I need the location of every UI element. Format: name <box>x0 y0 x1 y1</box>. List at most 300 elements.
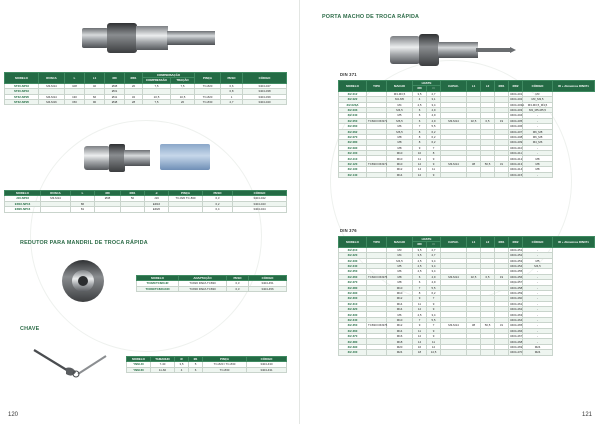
section-title-chave: CHAVE <box>20 326 40 332</box>
table-cell: 2,7 <box>427 247 441 252</box>
table-cell: 4,5 <box>413 102 427 107</box>
table-cell: 9 <box>427 172 441 177</box>
table-cell: 3/2-260 <box>339 274 367 279</box>
table-cell: 3404-457 <box>510 280 523 285</box>
table-cell: 3404-042 <box>233 196 287 201</box>
table-cell: M4,5 <box>387 107 413 112</box>
table-cell: 3404-467 <box>510 334 523 339</box>
table-cell: M3 <box>523 91 553 96</box>
table-cell: 3404-040 <box>243 99 287 104</box>
table-cell: 3404-458 <box>510 285 523 290</box>
table-cell: TC820 DIN376 <box>368 274 388 279</box>
table-cell: M3-M3,5 <box>387 91 413 96</box>
table-cell: M3-M3,5_M4,5 <box>523 102 553 107</box>
table-cell: 19 <box>495 274 509 279</box>
table-cell: M12 <box>387 323 413 328</box>
table-cell: 8 <box>413 134 427 139</box>
table-cell: 7,5 <box>171 83 195 88</box>
col-header: MODELO <box>5 73 39 84</box>
table-cell: 3,4 <box>427 258 441 263</box>
table-cell: M10 <box>387 161 413 166</box>
holder-set-image <box>84 136 214 182</box>
col-header: L <box>71 191 95 196</box>
table-cell: M3-M14 <box>441 323 467 328</box>
table-cell: 32,5 <box>467 118 481 123</box>
col-header: PINÇA <box>195 73 221 84</box>
table-cell: - <box>523 172 553 177</box>
table-cell: 3/2-240 <box>339 263 367 268</box>
table-cell: 11-60 <box>151 367 175 372</box>
table-cell: 3/2-130 <box>339 167 367 172</box>
table-cell: 5,5 <box>427 285 441 290</box>
table-cell: 108 <box>65 83 85 88</box>
table-cell: 3404-456 <box>510 274 523 279</box>
col-header: ØD2 <box>509 81 523 92</box>
table-cell: ER16 <box>145 201 169 206</box>
table-cell: 4,9 <box>427 107 441 112</box>
table-cell: - <box>523 317 553 322</box>
table-cell: 3/2-360 <box>339 328 367 333</box>
table-cell: 9 <box>427 307 441 312</box>
table-cell: 12 <box>427 344 441 349</box>
table-cell: M4-M16 <box>39 99 65 104</box>
table-cell: - <box>523 307 553 312</box>
table-cell: M3-M14 <box>441 274 467 279</box>
table-cell: Ø38 <box>95 196 121 201</box>
table-cell: ST32-NP20 <box>5 94 39 99</box>
col-header: ØD1 <box>495 81 509 92</box>
table-cell: 3/2-320 <box>339 307 367 312</box>
table-cell: 3404-038 <box>243 89 287 94</box>
table-cell: 3404-468 <box>510 339 523 344</box>
table-cell: 2,7 <box>427 253 441 258</box>
col-header: ØD1 <box>121 191 145 196</box>
table-cell: M8 <box>523 161 553 166</box>
table-cell: M3-M14 <box>441 118 467 123</box>
table-cell: 7-40 <box>151 362 175 367</box>
table-cell: 3404-466 <box>510 328 523 333</box>
table-cell: 3,1 <box>427 97 441 102</box>
table-cell: 6,2 <box>427 290 441 295</box>
table-cell: - <box>523 247 553 252</box>
table-cell <box>169 207 203 212</box>
table-cell: TC820/TC820-IR <box>137 281 179 286</box>
table-cell: 32 <box>125 94 143 99</box>
table-cell: M6 <box>387 312 413 317</box>
table-cell: 11 <box>413 301 427 306</box>
table-cell: YNM-40 <box>127 362 151 367</box>
col-header: ROSCA <box>39 73 65 84</box>
din371-table <box>338 80 595 178</box>
table-cell: 7 <box>413 285 427 290</box>
table-cell: ST20-NP16 <box>5 89 39 94</box>
table-cell: 5,5 <box>427 124 441 129</box>
table-cell: 3404-406 <box>510 124 523 129</box>
table-cell: M4-M5 <box>387 97 413 102</box>
table-cell: J16 <box>145 196 169 201</box>
table-cell: 3/2-250 <box>339 269 367 274</box>
table-cell: 4,9 <box>427 113 441 118</box>
table-cell <box>495 172 509 177</box>
table-cell: 3404-414 <box>510 167 523 172</box>
table-cell: 3404-403A <box>510 102 525 107</box>
table-cell: 9 <box>427 328 441 333</box>
table-cell: 3/2-310 <box>339 301 367 306</box>
table-cell: 3404-401 <box>510 91 523 96</box>
table-cell: 7 <box>413 124 427 129</box>
page-number-right: 121 <box>581 412 592 418</box>
table-cell: 6 <box>413 274 427 279</box>
table-cell: 3/2-033 <box>339 107 367 112</box>
col-header: Ø <box>175 357 189 362</box>
table-cell: M14 <box>387 328 413 333</box>
table-cell: 50 <box>121 196 145 201</box>
col-header: MACHO <box>387 81 413 92</box>
table-cell: 3404-404 <box>510 113 523 118</box>
page-number-left: 120 <box>8 412 19 418</box>
table-cell: 90 <box>85 99 105 104</box>
table-cell: - <box>523 296 553 301</box>
table-cell: M10 <box>387 290 413 295</box>
table-cell: - <box>523 301 553 306</box>
table-cell: 11 <box>427 339 441 344</box>
table-cell: M4,5 <box>387 258 413 263</box>
table-cell: 3404-456 <box>249 286 287 291</box>
table-cell: - <box>523 334 553 339</box>
table-cell: 3/2-280 <box>339 285 367 290</box>
table-body <box>339 91 595 177</box>
table-cell: 20 <box>125 83 143 88</box>
table-cell: M5 <box>523 258 553 263</box>
table-cell: M14 <box>387 301 413 306</box>
table-cell: - <box>523 274 553 279</box>
wrench-table <box>126 356 287 373</box>
table-cell: 3,5 <box>413 91 427 96</box>
table-cell: 150 <box>65 99 85 104</box>
tap-holder-image <box>370 28 520 72</box>
table-cell: 3/2-140 <box>339 172 367 177</box>
col-header: CÓDIGO <box>523 237 553 248</box>
table-cell <box>467 350 481 355</box>
table-cell: 20 <box>171 99 195 104</box>
table-cell: 6 <box>413 280 427 285</box>
page-title: PORTA MACHO DE TROCA RÁPIDA <box>322 14 420 20</box>
table-cell: TC-820 <box>195 94 221 99</box>
table-cell: 7 <box>427 296 441 301</box>
table-cell <box>467 172 481 177</box>
col-header: L <box>65 73 85 84</box>
table-cell: TC-820 TC-830 <box>169 196 203 201</box>
col-header: CAPAC. <box>441 237 467 248</box>
table-cell: 9 <box>427 301 441 306</box>
table-cell: M5 <box>387 263 413 268</box>
table-cell: 3/2-060 <box>339 124 367 129</box>
table-cell: 3404-413 <box>510 161 523 166</box>
table-cell: - <box>523 280 553 285</box>
table-cell: M4,5 <box>523 263 553 268</box>
col-header: MODELO <box>339 81 367 92</box>
table-cell: 16 <box>413 344 427 349</box>
table-cell: 3/2-400 <box>339 350 367 355</box>
table-cell: 3/2-370 <box>339 334 367 339</box>
table-cell: 3,4 <box>427 312 441 317</box>
table-cell: 3/2-022 <box>339 97 367 102</box>
table-cell: M14 <box>387 307 413 312</box>
table-cell: 50,5 <box>481 161 495 166</box>
col-header: L2 <box>481 237 495 248</box>
col-header: MODELO <box>5 191 41 196</box>
table-cell: - <box>523 290 553 295</box>
col-header: PINÇA <box>169 191 203 196</box>
table-cell: M20 <box>387 344 413 349</box>
table-cell: 6,2 <box>427 129 441 134</box>
table-cell: 14,5 <box>427 350 441 355</box>
table-cell: 130 <box>65 94 85 99</box>
table-cell: M6,5 <box>387 118 413 123</box>
table-cell: - <box>523 253 553 258</box>
table-cell: - <box>523 339 553 344</box>
col-subheader: COMPRESSÃO <box>143 78 171 83</box>
table-cell: TC-830 <box>195 99 221 104</box>
col-header: HASTE <box>413 237 441 242</box>
table-cell: 81 <box>71 207 95 212</box>
col-header: CÓDIGO <box>243 73 287 84</box>
table-cell: 6 <box>413 118 427 123</box>
table-cell: 3404-405 <box>510 118 523 123</box>
table-cell: 8 <box>413 140 427 145</box>
table-cell: M6 <box>387 269 413 274</box>
table-cell: 3/2-100 <box>339 151 367 156</box>
table-cell: M6 <box>387 124 413 129</box>
table-cell: M8 <box>387 140 413 145</box>
table-cell <box>441 172 467 177</box>
table-cell: 3404-459 <box>510 291 523 295</box>
table-cell: 3/2-120 <box>339 161 367 166</box>
table-cell: 9 <box>413 145 427 150</box>
table-row <box>137 286 287 291</box>
col-header: CÓDIGO <box>249 276 287 281</box>
table-cell: 3/2-070 <box>339 134 367 139</box>
table-cell: 3404-402 <box>510 97 523 102</box>
table-cell: M10 <box>387 151 413 156</box>
table-cell: 3/2-330 <box>339 312 367 317</box>
table-cell: 3404-460 <box>510 296 523 301</box>
col-header: d <box>145 191 169 196</box>
table-cell: 9 <box>413 323 427 328</box>
col-header: Ø1 <box>189 357 203 362</box>
table-cell: 14 <box>413 167 427 172</box>
table-cell: 19 <box>495 118 509 123</box>
col-header: L1 <box>85 73 105 84</box>
table-cell: - <box>523 269 553 274</box>
table-cell: M3-M14 <box>441 161 467 166</box>
col-header: TAMANHO <box>151 357 175 362</box>
table-cell: M4 <box>387 102 413 107</box>
table-cell: 3404-430 <box>247 362 287 367</box>
table-cell <box>121 207 145 212</box>
col-header: ØD <box>105 73 125 84</box>
table-cell: 3,4 <box>427 263 441 268</box>
table-cell: 3/2-300 <box>339 296 367 301</box>
table-cell: 3/2-090 <box>339 145 367 150</box>
table-cell: 6,2 <box>427 134 441 139</box>
table-cell: 3/2-040 <box>339 113 367 118</box>
table-body <box>5 83 287 105</box>
col-subheader: □ <box>427 86 441 91</box>
table-body <box>137 281 287 292</box>
col-header: PESO <box>227 276 249 281</box>
table-body <box>5 196 287 212</box>
col-header: TIPO <box>367 81 387 92</box>
table-cell: M14 <box>387 172 413 177</box>
table-cell: 10,5 <box>143 94 171 99</box>
table-cell: 7 <box>427 323 441 328</box>
table-row <box>339 172 595 177</box>
table-cell: 3404-469 <box>510 344 523 349</box>
table-cell: M24 <box>523 344 553 349</box>
table-cell: M12 <box>387 167 413 172</box>
col-subheader: ØD <box>413 242 427 247</box>
col-header: L1 <box>467 81 481 92</box>
table-cell: 3404-403 <box>510 108 523 113</box>
table-cell: 8 <box>413 290 427 295</box>
table-cell: 9 <box>413 296 427 301</box>
table-row <box>5 99 287 104</box>
col-header: MODELO <box>339 237 367 248</box>
table-cell: 3404-463 <box>510 312 523 317</box>
table-cell: 31 <box>495 323 509 328</box>
table-cell: - <box>523 151 553 156</box>
table-cell: 3404-464 <box>510 317 523 322</box>
table-cell: M10 <box>387 285 413 290</box>
table-cell: 3404-452 <box>510 253 523 258</box>
din371-label: DIN 371 <box>340 72 357 77</box>
table-cell <box>441 350 467 355</box>
din376-label: DIN 376 <box>340 228 357 233</box>
table-cell: TC820 PARA TC830 <box>179 281 227 286</box>
table-cell: Ø31 <box>105 89 125 94</box>
table-cell: 1 <box>221 94 243 99</box>
table-cell: M8 <box>523 167 553 172</box>
table-cell: TC-820 <box>195 83 221 88</box>
table-cell: 3/2-062 <box>339 129 367 134</box>
col-header: HASTE <box>413 81 441 86</box>
table-cell: 66 <box>85 94 105 99</box>
table-cell: 3,4 <box>427 269 441 274</box>
table-cell: 7,5 <box>143 99 171 104</box>
table-cell: 11 <box>427 167 441 172</box>
col-header: CAPAC. <box>441 81 467 92</box>
table-cell <box>41 207 71 212</box>
table-cell <box>367 172 387 177</box>
table-cell: Ø38 <box>105 83 125 88</box>
table-cell: M8 <box>387 145 413 150</box>
table-cell: 40 <box>85 83 105 88</box>
table-cell: 14 <box>413 339 427 344</box>
table-cell: - <box>523 145 553 150</box>
table-cell: M8 <box>387 274 413 279</box>
col-subheader: TRAÇÃO <box>171 78 195 83</box>
table-cell: 31 <box>495 161 509 166</box>
table-cell: 4,9 <box>427 280 441 285</box>
table-cell: 3,5 <box>413 247 427 252</box>
table-cell: TC830 DIN376 <box>368 323 388 328</box>
table-cell: 3404-431 <box>247 367 287 372</box>
table-cell: M10 <box>387 317 413 322</box>
table-cell: 4,5 <box>413 312 427 317</box>
table-cell: 3404-407 <box>510 129 523 134</box>
table-cell: YNM-60 <box>127 367 151 372</box>
table-cell: Ø48 <box>105 99 125 104</box>
table-cell: 5,5 <box>427 317 441 322</box>
table-cell: 3404-411 <box>510 151 523 156</box>
table-cell: M8 <box>523 156 553 161</box>
table-cell: - <box>523 124 553 129</box>
table-cell: M16 <box>387 334 413 339</box>
table-cell: M6_M8 <box>523 129 553 134</box>
table-row <box>127 367 287 372</box>
table-cell: ER20 <box>145 207 169 212</box>
table-cell: 7,5 <box>143 83 171 88</box>
table-cell: 3/2-380 <box>339 339 367 344</box>
table-cell: 3404-410 <box>510 145 523 150</box>
table-cell: M5 <box>387 113 413 118</box>
table-cell: 11 <box>413 328 427 333</box>
table-cell: 7 <box>413 317 427 322</box>
table-cell: 9 <box>427 334 441 339</box>
col-header: TIPO <box>367 237 387 248</box>
table-cell: 10,5 <box>171 94 195 99</box>
table-cell: M3_M5-M5,5 <box>523 107 553 112</box>
table-cell: 4,9 <box>427 274 441 279</box>
table-cell: 9 <box>427 156 441 161</box>
table-row <box>137 281 287 286</box>
col-subheader: ØD <box>413 86 427 91</box>
table-cell: 18 <box>413 350 427 355</box>
table-cell: 3/2-290 <box>339 290 367 295</box>
col-header: CÓDIGO <box>247 357 287 362</box>
table-cell: 3,4 <box>427 102 441 107</box>
table-cell: - <box>523 323 553 328</box>
table-row <box>339 350 595 355</box>
col-header: L1 <box>467 237 481 248</box>
table-cell: - <box>523 312 553 317</box>
table-cell: 4,5 <box>413 269 427 274</box>
table-cell: 4,5 <box>413 263 427 268</box>
table-cell: 3/2-023A <box>339 102 367 107</box>
table-cell: M3 <box>387 247 413 252</box>
table-cell: 50,5 <box>481 323 495 328</box>
table-cell: TC-820 / TC-830 <box>203 362 247 367</box>
right-page <box>300 0 600 424</box>
table-cell: 12 <box>413 307 427 312</box>
table-cell: 3,5 <box>413 253 427 258</box>
table-cell: 28 <box>125 99 143 104</box>
table-cell: 12 <box>413 172 427 177</box>
table-cell: ER20-NP16 <box>5 207 41 212</box>
table-cell: M4 <box>387 253 413 258</box>
table-cell <box>367 350 387 355</box>
table-cell: 3/2-230 <box>339 258 367 263</box>
table-cell: 3/2-390 <box>339 344 367 349</box>
table-cell: 9 <box>427 161 441 166</box>
table-cell: TC830 PARA TC830 <box>179 286 227 291</box>
table-cell: 12 <box>413 161 427 166</box>
col-header: MACHO <box>387 237 413 248</box>
table-cell: M6_M8 <box>523 134 553 139</box>
table-cell: 3404-039 <box>243 94 287 99</box>
table-cell <box>95 207 121 212</box>
